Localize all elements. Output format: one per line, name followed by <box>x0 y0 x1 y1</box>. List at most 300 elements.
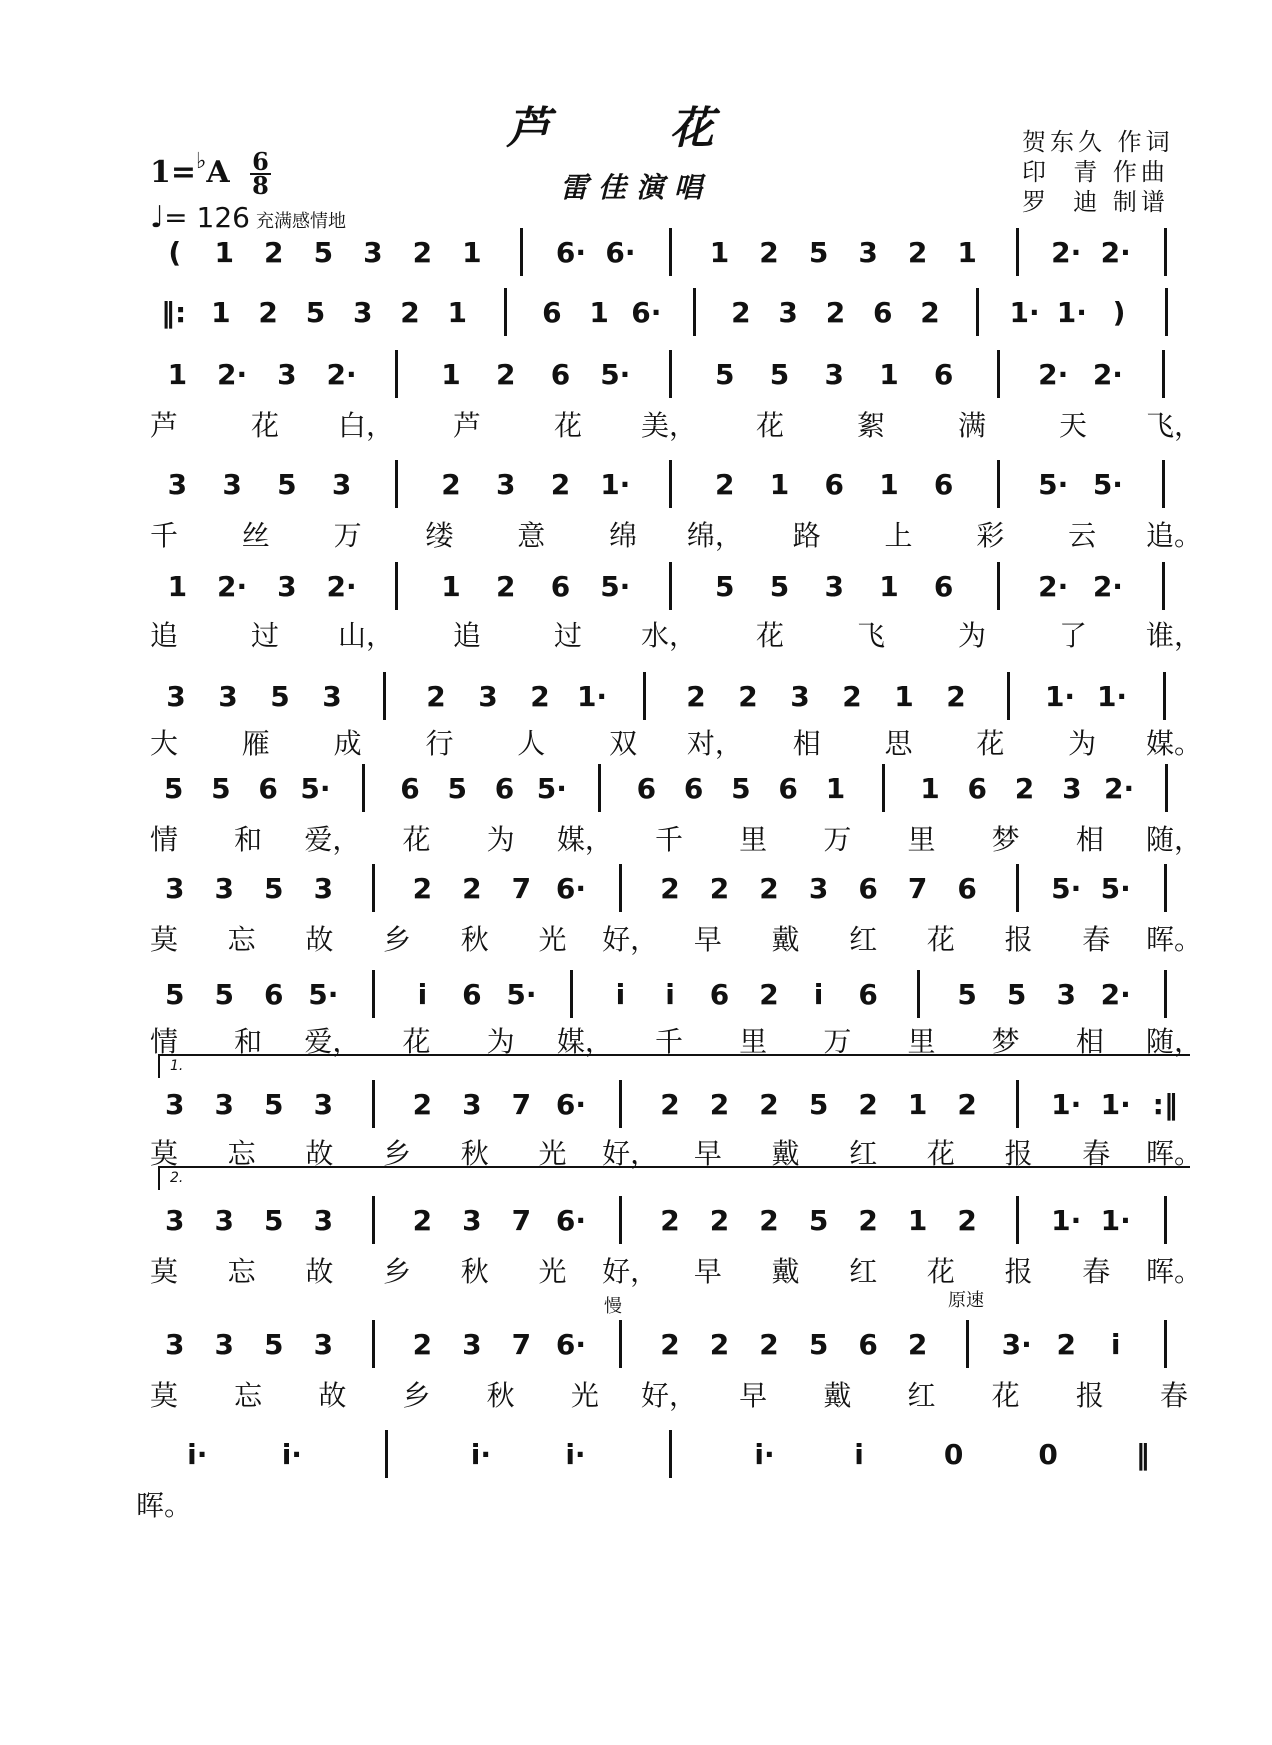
lyric-line <box>149 1250 1203 1288</box>
note: 2· <box>217 570 248 603</box>
barline <box>372 970 375 1018</box>
note: 2· <box>1104 772 1135 805</box>
note: 6 <box>957 872 977 905</box>
lyric-syllable: 追 <box>452 619 482 652</box>
lyric-line <box>150 1374 1190 1410</box>
note: 1· <box>1051 1088 1082 1121</box>
note: 1 <box>211 296 231 329</box>
lyric-syllable: 春 <box>1082 1255 1111 1288</box>
lyric-syllable: 相 <box>1075 1025 1104 1058</box>
lyric-syllable: 戴 <box>771 923 800 956</box>
barline <box>619 864 622 912</box>
lyric-syllable: 上 <box>884 519 913 552</box>
lyric-syllable: 光 <box>538 1255 567 1288</box>
barline <box>1162 350 1165 398</box>
lyric-syllable: 故 <box>305 1255 334 1288</box>
note: 1· <box>1100 1088 1131 1121</box>
note: 7 <box>511 1088 532 1121</box>
barline <box>997 562 1000 610</box>
lyric-syllable: 雁 <box>241 727 270 760</box>
note: 1· <box>1056 296 1087 329</box>
composer-credit: 印 青 作曲 <box>1022 158 1169 186</box>
note: 6 <box>683 772 704 805</box>
lyric-syllable: 白， <box>337 409 395 442</box>
lyric-syllable: 里 <box>739 1025 768 1058</box>
note: 5 <box>163 772 184 805</box>
note: 6 <box>264 978 284 1011</box>
note: 2 <box>731 296 751 329</box>
note: 6 <box>778 772 798 805</box>
barline <box>669 350 672 398</box>
lyric-syllable: 早 <box>739 1379 768 1412</box>
note: 2 <box>957 1088 977 1121</box>
lyric-syllable: 花 <box>755 409 785 442</box>
note: 3 <box>462 1204 482 1237</box>
barline <box>1163 672 1166 720</box>
note: 6 <box>258 772 278 805</box>
note: 6 <box>858 1328 878 1361</box>
note: :‖ <box>1152 1088 1178 1121</box>
note: 2 <box>660 1328 680 1361</box>
volta-bracket-1 <box>158 1054 1190 1078</box>
barline <box>1164 1320 1167 1368</box>
note: 3 <box>322 680 342 713</box>
note: 5 <box>808 1088 829 1121</box>
note: i <box>615 978 626 1011</box>
note: 5 <box>313 236 334 269</box>
note: 2 <box>412 872 433 905</box>
note: 2· <box>1051 236 1082 269</box>
note: 2 <box>258 296 278 329</box>
key-note: A <box>206 155 230 190</box>
lyric-syllable: 光 <box>570 1379 599 1412</box>
note: 6· <box>555 236 586 269</box>
lyric-syllable: 美， <box>640 409 698 442</box>
singer-line: 雷佳演唱 <box>559 171 712 204</box>
barline <box>1016 864 1019 912</box>
note: 5 <box>264 872 284 905</box>
lyric-syllable: 随， <box>1145 823 1203 856</box>
note: 2 <box>759 1088 779 1121</box>
lyric-syllable: 早 <box>693 1255 722 1288</box>
note: 2· <box>1038 358 1069 391</box>
note: 1· <box>1009 296 1040 329</box>
volta-1-label: 1. <box>170 1058 184 1074</box>
lyric-syllable: 乡 <box>383 1255 412 1288</box>
barline <box>1016 228 1019 276</box>
note: 1 <box>907 1088 928 1121</box>
note: 5 <box>264 1088 284 1121</box>
lyric-line <box>149 1020 1203 1058</box>
lyric-syllable: 早 <box>693 1137 722 1170</box>
lyric-syllable: 花 <box>991 1379 1020 1412</box>
barline <box>372 864 375 912</box>
lyric-syllable: 相 <box>792 727 821 760</box>
barline <box>1007 672 1010 720</box>
lyric-syllable: 路 <box>792 519 821 552</box>
note: 2· <box>1092 358 1123 391</box>
note: 3 <box>277 358 297 391</box>
lyric-line <box>149 514 1203 552</box>
note: 5· <box>1038 468 1069 501</box>
lyric-syllable: 情 <box>149 1025 179 1058</box>
barline <box>976 288 979 336</box>
note: 6 <box>858 872 878 905</box>
lyric-syllable: 和 <box>234 1025 263 1058</box>
note: 3 <box>165 872 185 905</box>
time-signature-numerator: 6 <box>252 147 269 176</box>
lyric-syllable: 莫 <box>149 923 179 956</box>
lyric-syllable: 莫 <box>149 1379 179 1412</box>
lyric-syllable: 彩 <box>976 519 1005 552</box>
note: 2 <box>907 236 928 269</box>
note: 5 <box>165 978 185 1011</box>
lyric-syllable: 飞 <box>856 619 886 652</box>
lyric-syllable: 春 <box>1082 1137 1111 1170</box>
note: 3 <box>808 872 829 905</box>
barline <box>520 228 523 276</box>
note: 2 <box>264 236 284 269</box>
lyric-syllable: 晖。 <box>135 1489 193 1522</box>
note: 5 <box>714 570 735 603</box>
note: 2 <box>759 1328 779 1361</box>
note: 2 <box>496 358 516 391</box>
note: i· <box>565 1438 586 1471</box>
note: 2 <box>738 680 758 713</box>
note: 3 <box>1056 978 1076 1011</box>
lyric-syllable: 红 <box>849 923 878 956</box>
barline <box>917 970 920 1018</box>
note: 5 <box>270 680 290 713</box>
note: i· <box>281 1438 302 1471</box>
note: 2 <box>660 1088 680 1121</box>
note: ( <box>168 236 182 269</box>
lyric-syllable: 故 <box>318 1379 347 1412</box>
note: 0 <box>1038 1438 1058 1471</box>
note: 5 <box>714 358 735 391</box>
barline <box>619 1080 622 1128</box>
note: 3 <box>165 1204 185 1237</box>
lyric-syllable: 戴 <box>771 1137 800 1170</box>
lyric-syllable: 成 <box>333 727 362 760</box>
lyric-syllable: 红 <box>849 1255 878 1288</box>
barline <box>669 460 672 508</box>
lyric-syllable: 谁， <box>1145 619 1203 652</box>
note: 2 <box>920 296 940 329</box>
lyric-line <box>149 918 1203 956</box>
note: 1 <box>879 358 899 391</box>
lyric-syllable: 过 <box>250 619 280 652</box>
lyric-syllable: 絮 <box>856 409 886 442</box>
time-signature <box>250 147 271 200</box>
note: 1 <box>167 570 188 603</box>
lyric-syllable: 花 <box>976 727 1005 760</box>
note: 1 <box>214 236 235 269</box>
note: 3 <box>352 296 373 329</box>
note: 2 <box>709 872 730 905</box>
note: 2 <box>686 680 706 713</box>
note: 6 <box>542 296 562 329</box>
lyric-syllable: 花 <box>402 823 431 856</box>
note: 1 <box>879 468 899 501</box>
note: 6 <box>933 358 954 391</box>
note: 6 <box>824 468 844 501</box>
note: 2 <box>660 872 680 905</box>
note: 5 <box>808 236 829 269</box>
lyric-line <box>149 818 1203 856</box>
lyric-syllable: 秋 <box>460 1137 489 1170</box>
barline <box>395 562 398 610</box>
barline <box>395 350 398 398</box>
barline <box>619 1320 622 1368</box>
lyric-syllable: 花 <box>250 409 280 442</box>
note: i <box>665 978 675 1011</box>
lyric-syllable: 为 <box>957 619 987 652</box>
lyric-syllable: 忘 <box>227 1137 256 1170</box>
note: 3 <box>496 468 516 501</box>
note: 5· <box>1092 468 1123 501</box>
barline <box>1162 562 1165 610</box>
note: i <box>1110 1328 1121 1361</box>
barline <box>385 1430 388 1478</box>
note: 2 <box>1056 1328 1076 1361</box>
lyric-syllable: 双 <box>609 727 638 760</box>
lyric-syllable: 好， <box>602 1255 659 1288</box>
barline <box>372 1320 375 1368</box>
lyric-syllable: 绵 <box>609 519 638 552</box>
lyric-syllable: 忘 <box>234 1379 263 1412</box>
lyric-syllable: 秋 <box>460 923 489 956</box>
note: 2 <box>441 468 461 501</box>
a-tempo-marking: 原速 <box>948 1290 984 1311</box>
barline <box>1165 764 1168 812</box>
note: 3 <box>277 570 297 603</box>
lyric-syllable: 里 <box>739 823 768 856</box>
note: 1 <box>167 358 188 391</box>
lyric-syllable: 满 <box>957 409 987 442</box>
lyric-syllable: 大 <box>149 727 179 760</box>
note: 1· <box>1051 1204 1082 1237</box>
note: 2 <box>412 1204 433 1237</box>
note: i· <box>187 1438 208 1471</box>
note: 5 <box>305 296 326 329</box>
note: 1 <box>920 772 940 805</box>
lyric-syllable: 秋 <box>486 1379 515 1412</box>
note: 6 <box>400 772 420 805</box>
lyric-syllable: 缕 <box>425 519 454 552</box>
lyric-syllable: 花 <box>402 1025 431 1058</box>
note: 2 <box>714 468 735 501</box>
barline <box>504 288 507 336</box>
note: 6 <box>709 978 730 1011</box>
note: 6· <box>631 296 662 329</box>
lyric-syllable: 忘 <box>227 923 256 956</box>
note: 6 <box>933 570 954 603</box>
lyric-syllable: 春 <box>1159 1379 1189 1412</box>
note: 2 <box>858 1204 878 1237</box>
note: 3 <box>214 1204 235 1237</box>
note: 6 <box>933 468 954 501</box>
barline <box>1165 288 1168 336</box>
lyric-syllable: 情 <box>149 823 179 856</box>
lyric-syllable: 忘 <box>227 1255 256 1288</box>
note: 1 <box>957 236 977 269</box>
lyric-syllable: 追 <box>149 619 179 652</box>
lyric-syllable: 戴 <box>823 1379 852 1412</box>
lyric-syllable: 人 <box>517 727 546 760</box>
note: 1 <box>441 358 461 391</box>
tempo-value: = 126 <box>164 201 250 234</box>
note: 2 <box>550 468 571 501</box>
note: 3 <box>778 296 798 329</box>
key-prefix: 1= <box>150 155 197 190</box>
note: 2 <box>709 1088 730 1121</box>
lyric-syllable: 过 <box>553 619 583 652</box>
note: 5· <box>506 978 537 1011</box>
note: 6· <box>555 1328 586 1361</box>
note: 2 <box>907 1328 928 1361</box>
note: 1· <box>1100 1204 1131 1237</box>
note: 1· <box>1044 680 1076 713</box>
note: 5 <box>1006 978 1027 1011</box>
note: 5 <box>957 978 977 1011</box>
lyric-syllable: 芦 <box>452 409 482 442</box>
barline <box>372 1196 375 1244</box>
score-row <box>150 236 1190 296</box>
note: 1 <box>907 1204 928 1237</box>
note: 2 <box>496 570 516 603</box>
barline <box>619 1196 622 1244</box>
note: 3 <box>218 680 238 713</box>
note: 3 <box>165 1088 185 1121</box>
lyric-syllable: 好， <box>640 1379 698 1412</box>
lyric-syllable: 千 <box>654 1025 684 1058</box>
barline <box>598 764 601 812</box>
note: 2 <box>759 1204 779 1237</box>
volta-bracket-2 <box>158 1166 1190 1190</box>
note: 5 <box>769 358 790 391</box>
barline <box>372 1080 375 1128</box>
note: 6· <box>555 1204 586 1237</box>
note: 5 <box>731 772 751 805</box>
barline <box>362 764 365 812</box>
note: 5 <box>769 570 790 603</box>
note: 3 <box>790 680 810 713</box>
note: 5 <box>277 468 297 501</box>
note: 5 <box>447 772 468 805</box>
lyric-syllable: 梦 <box>991 1025 1020 1058</box>
note: 2· <box>1100 236 1131 269</box>
lyric-syllable: 好， <box>602 923 659 956</box>
note: 1 <box>825 772 846 805</box>
barline <box>882 764 885 812</box>
note: 6 <box>550 570 571 603</box>
note: 1 <box>879 570 899 603</box>
lyric-syllable: 丝 <box>241 519 270 552</box>
note: 5 <box>264 1328 284 1361</box>
note: 2· <box>1100 978 1131 1011</box>
note: 1 <box>894 680 914 713</box>
note: 2 <box>825 296 846 329</box>
engraver-credit: 罗 迪 制谱 <box>1022 188 1169 216</box>
lyric-syllable: 莫 <box>149 1255 179 1288</box>
lyric-syllable: 梦 <box>991 823 1020 856</box>
note: 3 <box>214 1088 235 1121</box>
note: 7 <box>511 1328 532 1361</box>
lyric-syllable: 里 <box>907 1025 936 1058</box>
lyric-syllable: 山， <box>337 619 395 652</box>
note: 1 <box>769 468 790 501</box>
note: 1· <box>1096 680 1128 713</box>
note: 2 <box>709 1328 730 1361</box>
barline <box>1164 228 1167 276</box>
lyric-syllable: 万 <box>823 1025 852 1058</box>
barline <box>1162 460 1165 508</box>
lyric-syllable: 绵， <box>686 519 743 552</box>
slow-marking: 慢 <box>604 1296 622 1317</box>
lyric-syllable: 晖。 <box>1145 923 1203 956</box>
lyric-syllable: 报 <box>1075 1379 1104 1412</box>
note: ‖ <box>1135 1438 1150 1471</box>
volta-2-label: 2. <box>170 1170 184 1186</box>
note: 3 <box>363 236 383 269</box>
note: 5 <box>264 1204 284 1237</box>
lyric-syllable: 好， <box>602 1137 659 1170</box>
barline <box>669 562 672 610</box>
lyric-syllable: 为 <box>486 823 515 856</box>
barline <box>693 288 696 336</box>
note: 5· <box>308 978 339 1011</box>
lyric-syllable: 花 <box>553 409 583 442</box>
note: 5· <box>600 358 631 391</box>
lyric-syllable: 水， <box>640 619 698 652</box>
lyric-syllable: 意 <box>517 519 546 552</box>
lyric-syllable: 媒， <box>556 823 613 856</box>
note: 6 <box>494 772 515 805</box>
note: 3 <box>222 468 242 501</box>
lyric-syllable: 爱， <box>304 1025 361 1058</box>
lyric-syllable: 为 <box>486 1025 515 1058</box>
note: ‖: <box>161 296 187 329</box>
lyric-syllable: 乡 <box>383 923 412 956</box>
lyric-syllable: 行 <box>425 727 454 760</box>
lyric-syllable: 花 <box>926 1255 955 1288</box>
note: 3· <box>1001 1328 1032 1361</box>
song-title: 芦 花 <box>506 103 766 154</box>
note: 3 <box>824 570 844 603</box>
note: 3 <box>478 680 498 713</box>
lyric-syllable: 红 <box>907 1379 936 1412</box>
note: 3 <box>313 872 334 905</box>
note: 6 <box>636 772 657 805</box>
lyricist-credit: 贺东久 作词 <box>1022 128 1174 156</box>
barline <box>1164 1196 1167 1244</box>
time-signature-denominator: 8 <box>252 171 269 200</box>
note: 6 <box>550 358 571 391</box>
lyric-syllable: 红 <box>849 1137 878 1170</box>
lyric-syllable: 花 <box>926 1137 955 1170</box>
note: 2· <box>1092 570 1123 603</box>
note: i <box>813 978 824 1011</box>
note: 2 <box>660 1204 680 1237</box>
note: 2 <box>709 1204 730 1237</box>
note: 6 <box>967 772 988 805</box>
lyric-syllable: 晖。 <box>1145 1255 1203 1288</box>
lyric-syllable: 为 <box>1068 727 1097 760</box>
note: 3 <box>462 1088 482 1121</box>
note: 1 <box>709 236 730 269</box>
note: 2 <box>842 680 862 713</box>
